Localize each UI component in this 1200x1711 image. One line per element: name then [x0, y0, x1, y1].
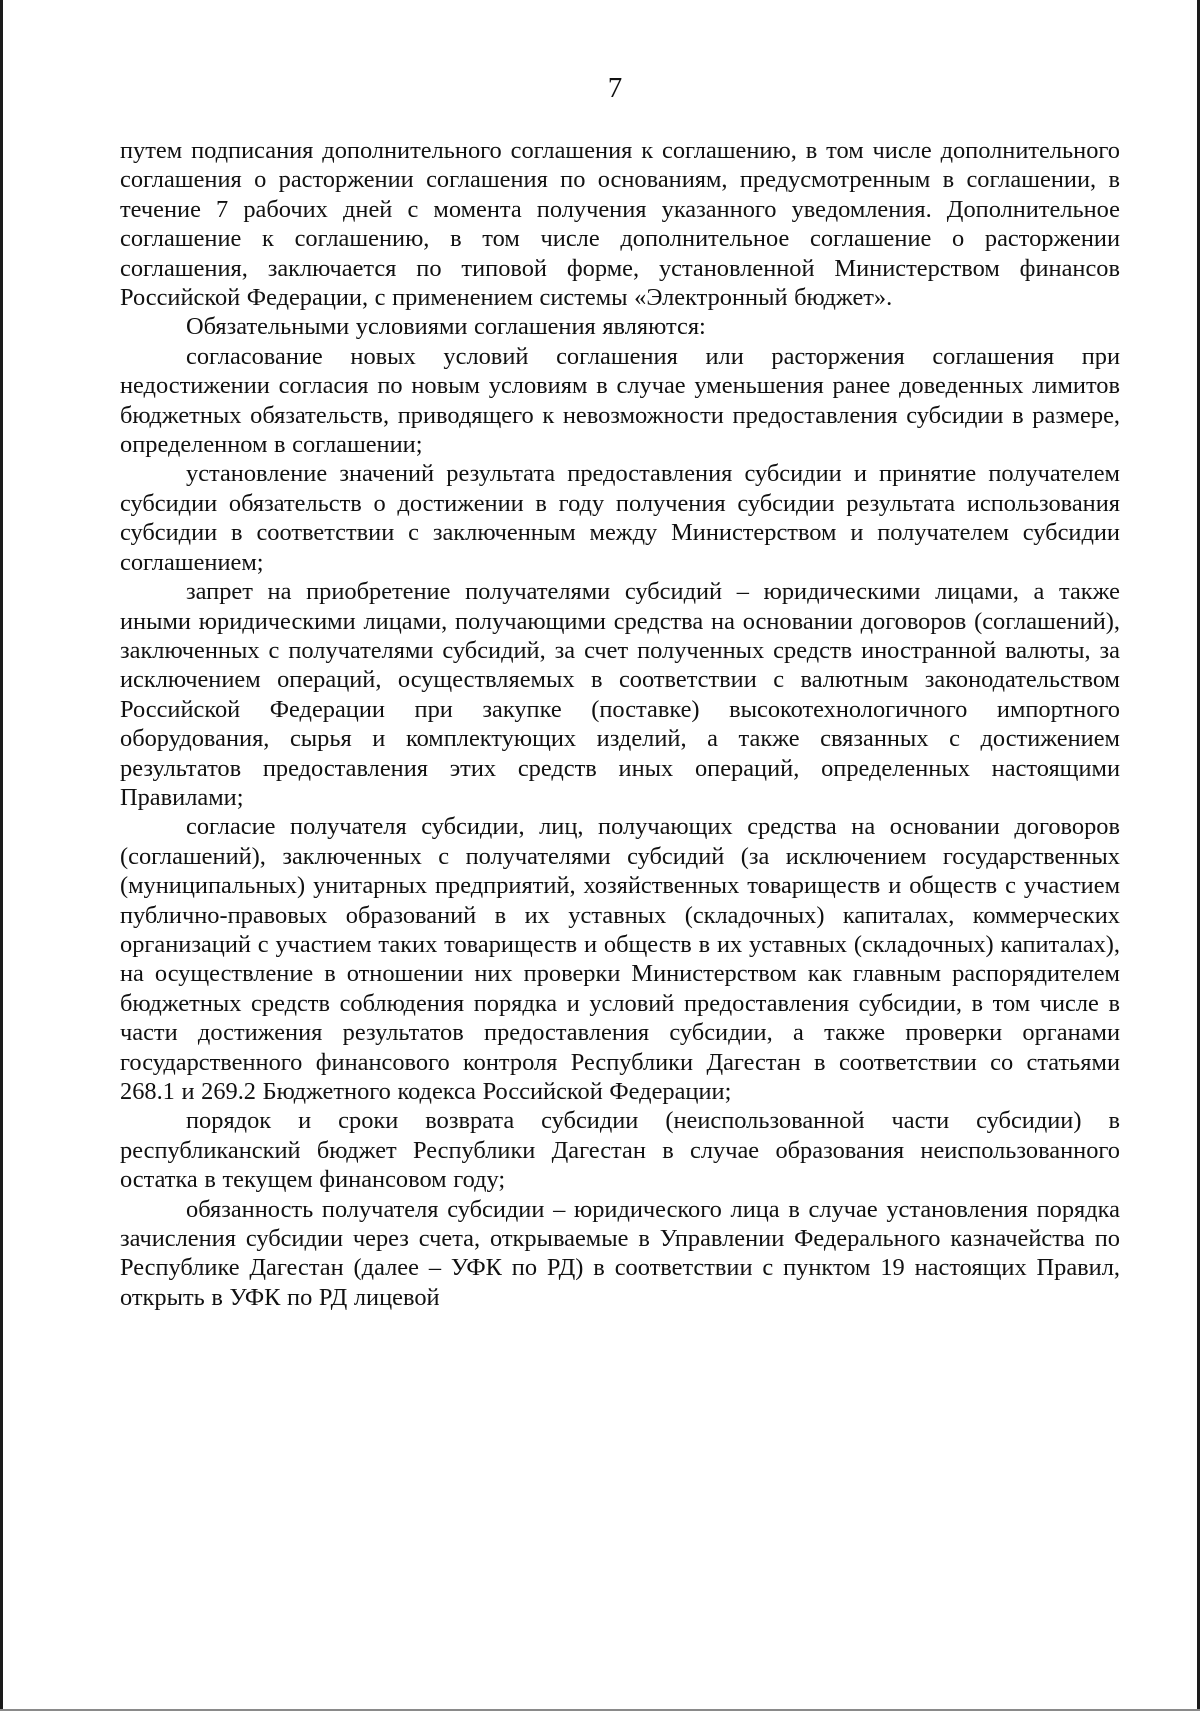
paragraph-continuation: путем подписания дополнительного соглашения к соглашению, в том числе дополнительного соглашения о расторжении соглашения по основаниям, предусмотренным в соглашении, в течение 7 рабочих дней с момента получения указанного уведомления. Дополнительное соглашение к соглашению, в том числе дополнительное соглашение о расторжении соглашения, заключается по типовой форме, установленной Министерством финансов Российской Федерации, с применением системы «Электронный бюджет».: [120, 137, 1120, 312]
page-number: 7: [607, 72, 623, 104]
paragraph-condition-currency-ban: запрет на приобретение получателями субсидий – юридическими лицами, а также иными юридическими лицами, получающими средства на основании договоров (соглашений), заключенных с получателями субсидий, за счет полученных средств иностранной валюты, за исключением операций, осуществляемых в соответствии с валютным законодательством Российской Федерации при закупке (поставке) высокотехнологичного импортного оборудования, сырья и комплектующих изделий, а также связанных с достижением результатов предоставления этих средств иных операций, определенных настоящими Правилами;: [120, 578, 1120, 811]
paragraph-condition-result-values: установление значений результата предоставления субсидии и принятие получателем субсидии обязательств о достижении в году получения субсидии результата использования субсидии в соответствии с заключенным между Министерством и получателем субсидии соглашением;: [120, 460, 1120, 576]
paragraph-mandatory-conditions-heading: Обязательными условиями соглашения являются:: [186, 313, 706, 341]
paragraph-condition-consent-audit: согласие получателя субсидии, лиц, получающих средства на основании договоров (соглашений), заключенных с получателями субсидий (за исключением государственных (муниципальных) унитарных предприятий, хозяйственных товариществ и обществ с участием публично-правовых образований в их уставных (складочных) капиталах, коммерческих организаций с участием таких товариществ и обществ в их уставных (складочных) капиталах), на осуществление в отношении них проверки Министерством как главным распорядителем бюджетных средств соблюдения порядка и условий предоставления субсидии, в том числе в части достижения результатов предоставления субсидии, а также проверки органами государственного финансового контроля Республики Дагестан в соответствии со статьями 268.1 и 269.2 Бюджетного кодекса Российской Федерации;: [120, 813, 1120, 1105]
paragraph-condition-refund-procedure: порядок и сроки возврата субсидии (неиспользованной части субсидии) в республиканский бюджет Республики Дагестан в случае образования неиспользованного остатка в текущем финансовом году;: [120, 1107, 1120, 1194]
document-body: [120, 136, 1120, 1312]
paragraph-condition-new-terms: согласование новых условий соглашения или расторжения соглашения при недостижении согласия по новым условиям в случае уменьшения ранее доведенных лимитов бюджетных обязательств, приводящего к невозможности предоставления субсидии в размере, определенном в соглашении;: [120, 342, 1120, 459]
scan-left-edge: [0, 0, 3, 1711]
paragraph-condition-account-opening: обязанность получателя субсидии – юридического лица в случае установления порядка зачисления субсидии через счета, открываемые в Управлении Федерального казначейства по Республике Дагестан (далее – УФК по РД) в соответствии с пунктом 19 настоящих Правил, открыть в УФК по РД лицевой: [120, 1195, 1120, 1311]
